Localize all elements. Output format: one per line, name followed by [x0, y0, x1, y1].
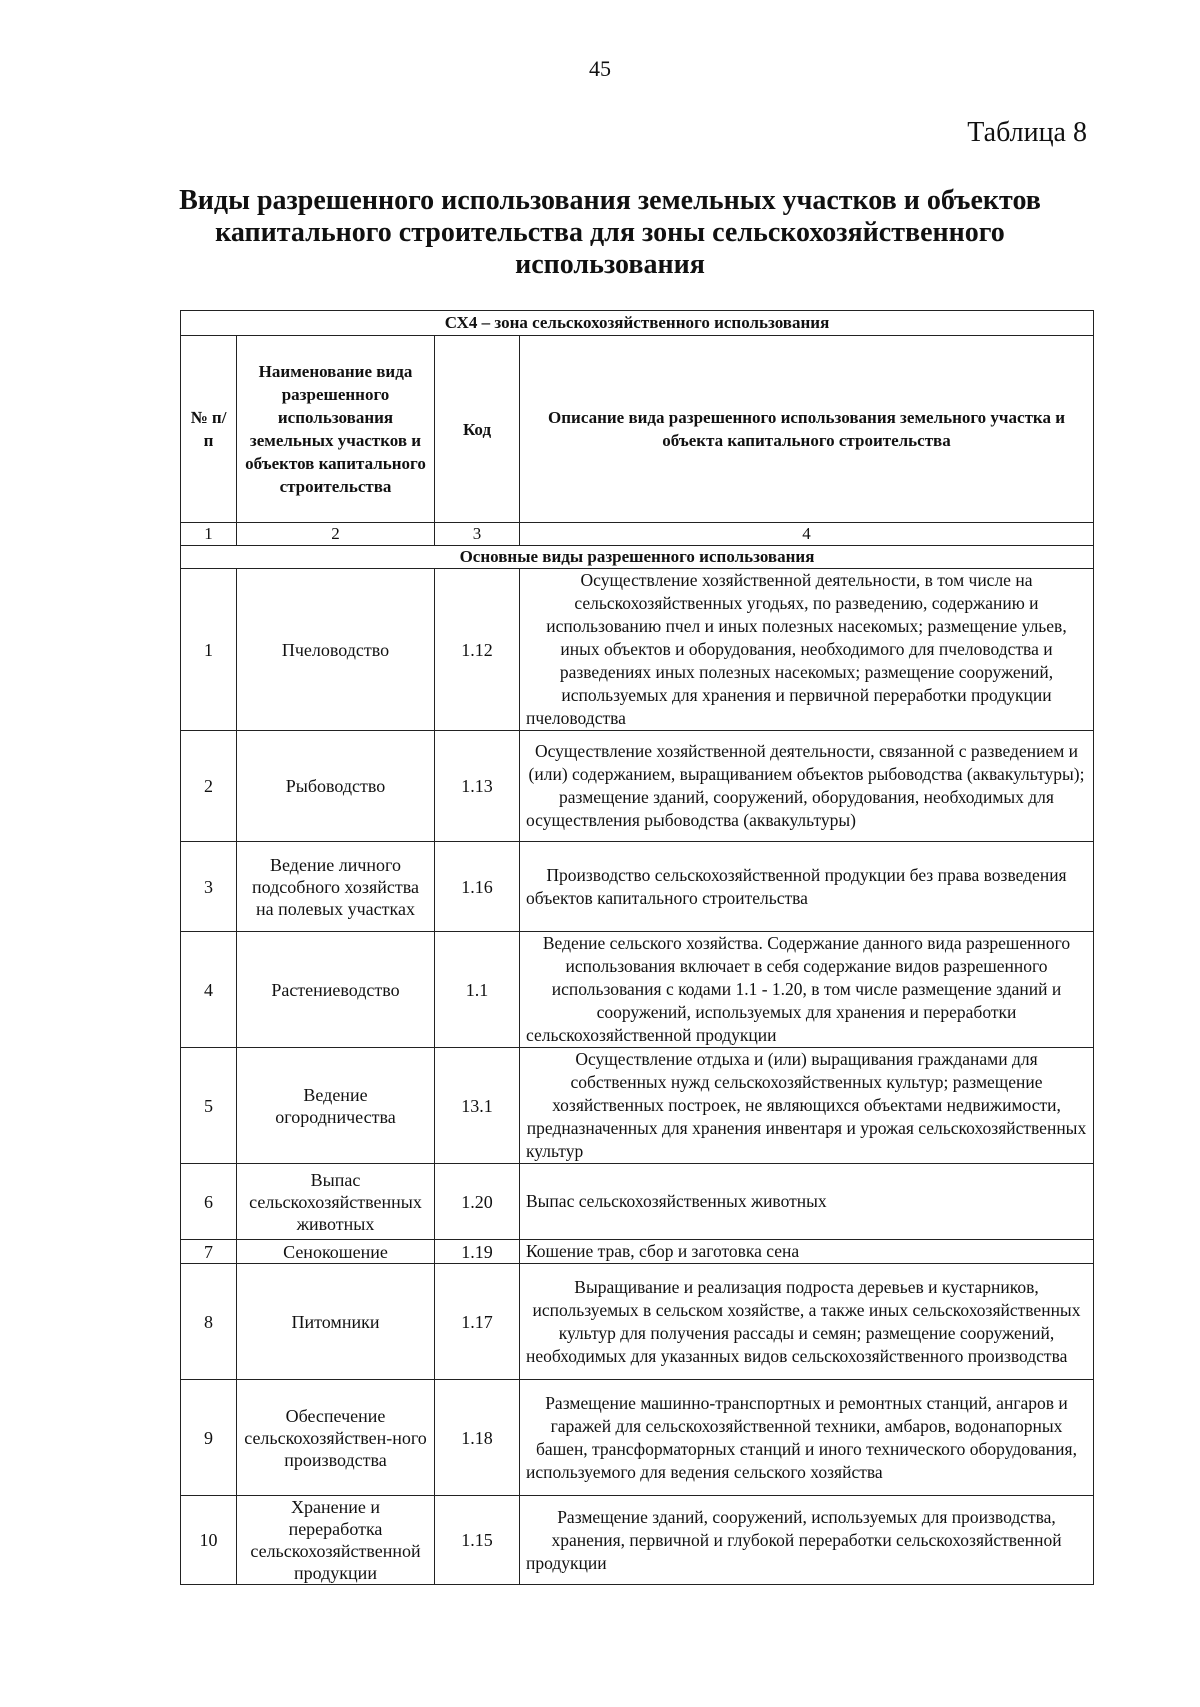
use-name: Обеспечение сельскохозяйствен-ного производства — [237, 1380, 435, 1496]
column-header-code: Код — [435, 336, 520, 523]
table-row — [181, 932, 1094, 1048]
use-name: Растениеводство — [237, 932, 435, 1048]
use-code: 1.17 — [435, 1264, 520, 1380]
column-number: 1 — [181, 523, 237, 546]
use-code: 13.1 — [435, 1048, 520, 1164]
use-code: 1.20 — [435, 1164, 520, 1240]
table-row — [181, 731, 1094, 842]
table-row — [181, 1240, 1094, 1264]
row-number: 5 — [181, 1048, 237, 1164]
table-label: Таблица 8 — [967, 117, 1087, 148]
zone-header-row — [181, 311, 1094, 336]
section-header: Основные виды разрешенного использования — [181, 546, 1094, 569]
column-number-row — [181, 523, 1094, 546]
use-code: 1.1 — [435, 932, 520, 1048]
use-description: Выпас сельскохозяйственных животных — [520, 1164, 1094, 1240]
column-number: 4 — [520, 523, 1094, 546]
use-code: 1.15 — [435, 1496, 520, 1585]
use-name: Пчеловодство — [237, 569, 435, 731]
document-title: Виды разрешенного использования земельных участков и объектов капитального строительства для зоны сельскохозяйственного использования — [179, 185, 1041, 280]
use-description: Производство сельскохозяйственной продукции без права возведения объектов капитального строительства — [520, 842, 1094, 932]
table-row — [181, 1264, 1094, 1380]
use-description: Размещение машинно-транспортных и ремонтных станций, ангаров и гаражей для сельскохозяйственной техники, амбаров, водонапорных башен, трансформаторных станций и иного технического оборудования, используемого для ведения сельского хозяйства — [520, 1380, 1094, 1496]
use-code: 1.13 — [435, 731, 520, 842]
column-number: 3 — [435, 523, 520, 546]
row-number: 10 — [181, 1496, 237, 1585]
table-row — [181, 842, 1094, 932]
use-name: Питомники — [237, 1264, 435, 1380]
use-code: 1.12 — [435, 569, 520, 731]
row-number: 4 — [181, 932, 237, 1048]
use-description: Осуществление хозяйственной деятельности, в том числе на сельскохозяйственных угодьях, по разведению, содержанию и использованию пчел и иных полезных насекомых; размещение ульев, иных объектов и оборудования, необходимого для пчеловодства и разведениях иных полезных насекомых; размещение сооружений, используемых для хранения и первичной переработки продукции пчеловодства — [520, 569, 1094, 731]
use-name: Сенокошение — [237, 1240, 435, 1264]
use-name: Ведение огородничества — [237, 1048, 435, 1164]
row-number: 7 — [181, 1240, 237, 1264]
use-name: Ведение личного подсобного хозяйства на полевых участках — [237, 842, 435, 932]
table-row — [181, 1380, 1094, 1496]
use-name: Хранение и переработка сельскохозяйственной продукции — [237, 1496, 435, 1585]
column-header-name: Наименование вида разрешенного использования земельных участков и объектов капитального строительства — [237, 336, 435, 523]
use-description: Размещение зданий, сооружений, используемых для производства, хранения, первичной и глубокой переработки сельскохозяйственной продукции — [520, 1496, 1094, 1585]
use-code: 1.19 — [435, 1240, 520, 1264]
land-use-table — [180, 310, 1094, 1585]
column-number: 2 — [237, 523, 435, 546]
use-description: Ведение сельского хозяйства. Содержание данного вида разрешенного использования включает в себя содержание видов разрешенного использования с кодами 1.1 - 1.20, в том числе размещение зданий и сооружений, используемых для хранения и переработки сельскохозяйственной продукции — [520, 932, 1094, 1048]
use-name: Выпас сельскохозяйственных животных — [237, 1164, 435, 1240]
zone-header: СХ4 – зона сельскохозяйственного использования — [181, 311, 1094, 336]
use-name: Рыбоводство — [237, 731, 435, 842]
table-row — [181, 1496, 1094, 1585]
row-number: 6 — [181, 1164, 237, 1240]
row-number: 9 — [181, 1380, 237, 1496]
use-description: Кошение трав, сбор и заготовка сена — [520, 1240, 1094, 1264]
row-number: 1 — [181, 569, 237, 731]
column-header-row — [181, 336, 1094, 523]
use-code: 1.18 — [435, 1380, 520, 1496]
row-number: 8 — [181, 1264, 237, 1380]
use-code: 1.16 — [435, 842, 520, 932]
use-description: Осуществление отдыха и (или) выращивания гражданами для собственных нужд сельскохозяйственных культур; размещение хозяйственных построек, не являющихся объектами недвижимости, предназначенных для хранения инвентаря и урожая сельскохозяйственных культур — [520, 1048, 1094, 1164]
section-header-row — [181, 546, 1094, 569]
row-number: 3 — [181, 842, 237, 932]
table-row — [181, 569, 1094, 731]
page-number: 45 — [589, 56, 611, 81]
row-number: 2 — [181, 731, 237, 842]
column-header-desc: Описание вида разрешенного использования земельного участка и объекта капитального строительства — [520, 336, 1094, 523]
column-header-num: № п/п — [181, 336, 237, 523]
table-row — [181, 1164, 1094, 1240]
use-description: Выращивание и реализация подроста деревьев и кустарников, используемых в сельском хозяйстве, а также иных сельскохозяйственных культур для получения рассады и семян; размещение сооружений, необходимых для указанных видов сельскохозяйственного производства — [520, 1264, 1094, 1380]
use-description: Осуществление хозяйственной деятельности, связанной с разведением и (или) содержанием, выращиванием объектов рыбоводства (аквакультуры); размещение зданий, сооружений, оборудования, необходимых для осуществления рыбоводства (аквакультуры) — [520, 731, 1094, 842]
table-row — [181, 1048, 1094, 1164]
